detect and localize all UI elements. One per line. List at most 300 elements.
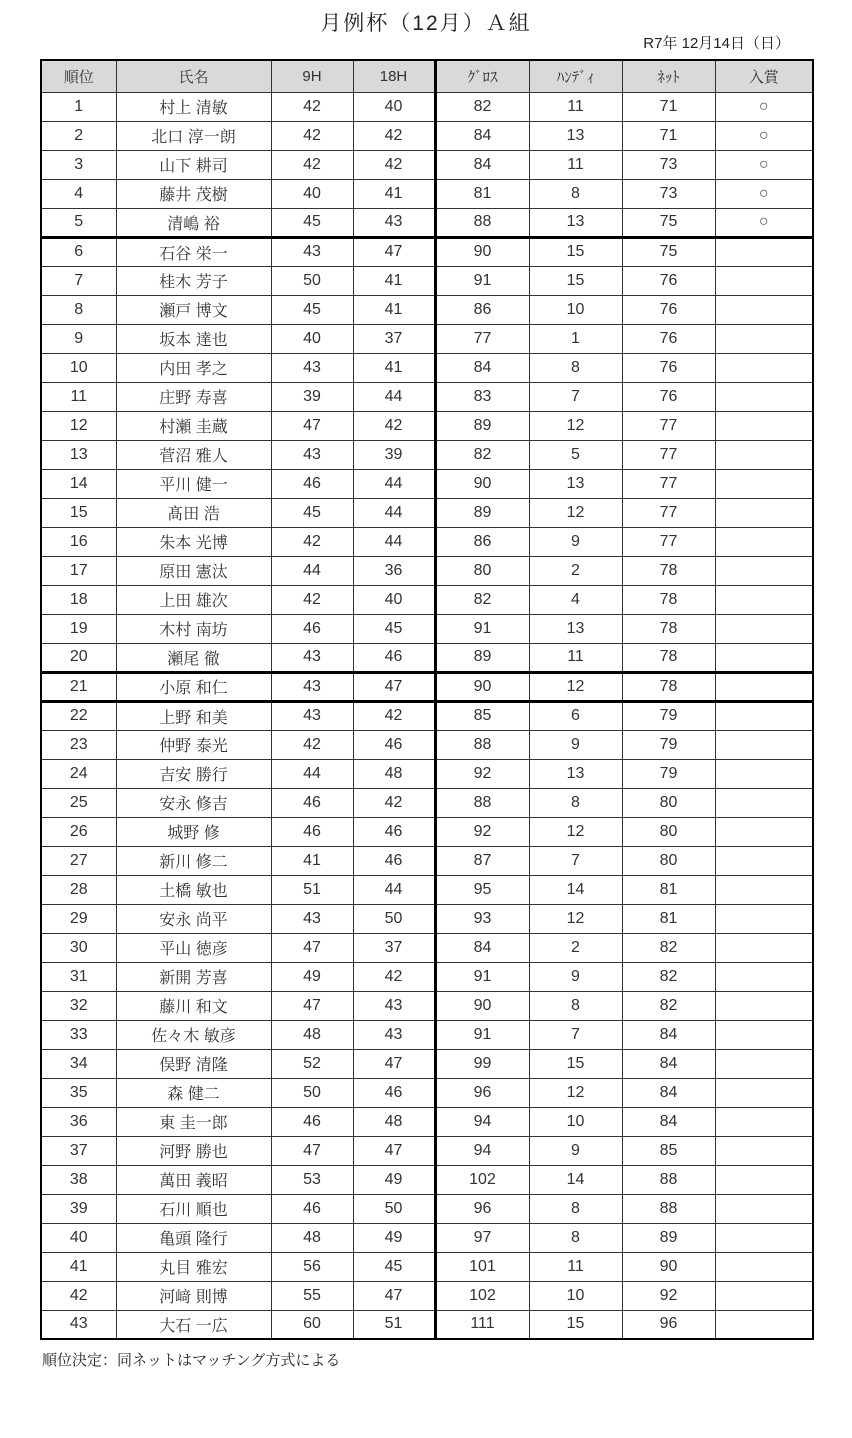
handicap-cell: 15 xyxy=(529,266,622,295)
gross-cell: 95 xyxy=(435,875,529,904)
rank-cell: 19 xyxy=(41,614,116,643)
handicap-cell: 9 xyxy=(529,730,622,759)
9h-cell: 60 xyxy=(271,1310,353,1339)
net-cell: 78 xyxy=(622,614,715,643)
name-cell: 石谷 栄一 xyxy=(116,237,271,266)
prize-cell xyxy=(715,440,813,469)
9h-cell: 42 xyxy=(271,730,353,759)
name-cell: 安永 尚平 xyxy=(116,904,271,933)
handicap-cell: 8 xyxy=(529,788,622,817)
gross-cell: 92 xyxy=(435,759,529,788)
gross-cell: 102 xyxy=(435,1165,529,1194)
rank-cell: 38 xyxy=(41,1165,116,1194)
handicap-cell: 15 xyxy=(529,1310,622,1339)
rank-cell: 33 xyxy=(41,1020,116,1049)
handicap-cell: 13 xyxy=(529,759,622,788)
gross-cell: 91 xyxy=(435,962,529,991)
prize-cell xyxy=(715,1310,813,1339)
rank-cell: 15 xyxy=(41,498,116,527)
9h-cell: 42 xyxy=(271,92,353,121)
9h-cell: 45 xyxy=(271,498,353,527)
18h-cell: 48 xyxy=(353,1107,435,1136)
net-cell: 88 xyxy=(622,1194,715,1223)
gross-cell: 90 xyxy=(435,672,529,701)
handicap-cell: 6 xyxy=(529,701,622,730)
net-cell: 82 xyxy=(622,991,715,1020)
name-cell: 萬田 義昭 xyxy=(116,1165,271,1194)
18h-cell: 49 xyxy=(353,1223,435,1252)
rank-cell: 35 xyxy=(41,1078,116,1107)
table-row xyxy=(41,1049,813,1078)
prize-cell xyxy=(715,846,813,875)
header-cell-9h: 9H xyxy=(271,60,353,92)
rank-cell: 10 xyxy=(41,353,116,382)
18h-cell: 41 xyxy=(353,266,435,295)
18h-cell: 44 xyxy=(353,382,435,411)
9h-cell: 46 xyxy=(271,469,353,498)
prize-cell xyxy=(715,904,813,933)
gross-cell: 89 xyxy=(435,411,529,440)
prize-cell xyxy=(715,295,813,324)
name-cell: 上田 雄次 xyxy=(116,585,271,614)
name-cell: 河﨑 則博 xyxy=(116,1281,271,1310)
18h-cell: 41 xyxy=(353,295,435,324)
rank-cell: 12 xyxy=(41,411,116,440)
handicap-cell: 13 xyxy=(529,469,622,498)
prize-cell xyxy=(715,991,813,1020)
table-row xyxy=(41,179,813,208)
rank-cell: 20 xyxy=(41,643,116,672)
rank-cell: 29 xyxy=(41,904,116,933)
handicap-cell: 10 xyxy=(529,295,622,324)
gross-cell: 84 xyxy=(435,933,529,962)
gross-cell: 84 xyxy=(435,150,529,179)
9h-cell: 51 xyxy=(271,875,353,904)
18h-cell: 43 xyxy=(353,1020,435,1049)
18h-cell: 37 xyxy=(353,324,435,353)
prize-cell xyxy=(715,266,813,295)
9h-cell: 45 xyxy=(271,295,353,324)
18h-cell: 46 xyxy=(353,846,435,875)
gross-cell: 86 xyxy=(435,295,529,324)
prize-cell xyxy=(715,1078,813,1107)
18h-cell: 41 xyxy=(353,353,435,382)
table-row xyxy=(41,701,813,730)
18h-cell: 39 xyxy=(353,440,435,469)
rank-cell: 6 xyxy=(41,237,116,266)
net-cell: 84 xyxy=(622,1107,715,1136)
table-header-row xyxy=(41,60,813,92)
gross-cell: 111 xyxy=(435,1310,529,1339)
9h-cell: 47 xyxy=(271,411,353,440)
net-cell: 77 xyxy=(622,498,715,527)
gross-cell: 91 xyxy=(435,1020,529,1049)
table-row xyxy=(41,846,813,875)
table-row xyxy=(41,1107,813,1136)
net-cell: 81 xyxy=(622,904,715,933)
9h-cell: 44 xyxy=(271,556,353,585)
9h-cell: 49 xyxy=(271,962,353,991)
rank-cell: 37 xyxy=(41,1136,116,1165)
gross-cell: 84 xyxy=(435,353,529,382)
18h-cell: 36 xyxy=(353,556,435,585)
18h-cell: 40 xyxy=(353,585,435,614)
rank-cell: 3 xyxy=(41,150,116,179)
net-cell: 84 xyxy=(622,1020,715,1049)
header-cell-name: 氏名 xyxy=(116,60,271,92)
handicap-cell: 11 xyxy=(529,1252,622,1281)
gross-cell: 90 xyxy=(435,237,529,266)
net-cell: 80 xyxy=(622,788,715,817)
gross-cell: 85 xyxy=(435,701,529,730)
prize-cell: ○ xyxy=(715,208,813,237)
prize-cell xyxy=(715,643,813,672)
rank-cell: 43 xyxy=(41,1310,116,1339)
18h-cell: 45 xyxy=(353,1252,435,1281)
prize-cell xyxy=(715,1194,813,1223)
9h-cell: 41 xyxy=(271,846,353,875)
prize-cell: ○ xyxy=(715,179,813,208)
9h-cell: 40 xyxy=(271,324,353,353)
handicap-cell: 10 xyxy=(529,1281,622,1310)
gross-cell: 89 xyxy=(435,643,529,672)
header-cell-gross: ｸﾞﾛｽ xyxy=(435,60,529,92)
net-cell: 78 xyxy=(622,585,715,614)
18h-cell: 47 xyxy=(353,237,435,266)
table-row xyxy=(41,527,813,556)
table-row xyxy=(41,1194,813,1223)
net-cell: 78 xyxy=(622,643,715,672)
header-cell-prize: 入賞 xyxy=(715,60,813,92)
net-cell: 90 xyxy=(622,1252,715,1281)
gross-cell: 80 xyxy=(435,556,529,585)
results-table xyxy=(40,59,814,1340)
prize-cell xyxy=(715,875,813,904)
table-row xyxy=(41,817,813,846)
18h-cell: 42 xyxy=(353,150,435,179)
9h-cell: 48 xyxy=(271,1223,353,1252)
prize-cell: ○ xyxy=(715,121,813,150)
prize-cell xyxy=(715,382,813,411)
rank-cell: 31 xyxy=(41,962,116,991)
net-cell: 73 xyxy=(622,179,715,208)
name-cell: 上野 和美 xyxy=(116,701,271,730)
net-cell: 76 xyxy=(622,324,715,353)
table-row xyxy=(41,411,813,440)
net-cell: 73 xyxy=(622,150,715,179)
net-cell: 81 xyxy=(622,875,715,904)
table-row xyxy=(41,1310,813,1339)
gross-cell: 88 xyxy=(435,208,529,237)
handicap-cell: 8 xyxy=(529,991,622,1020)
header-cell-18h: 18H xyxy=(353,60,435,92)
name-cell: 菅沼 雅人 xyxy=(116,440,271,469)
18h-cell: 42 xyxy=(353,788,435,817)
18h-cell: 42 xyxy=(353,962,435,991)
rank-cell: 13 xyxy=(41,440,116,469)
name-cell: 小原 和仁 xyxy=(116,672,271,701)
9h-cell: 43 xyxy=(271,904,353,933)
prize-cell xyxy=(715,237,813,266)
table-row xyxy=(41,933,813,962)
handicap-cell: 13 xyxy=(529,614,622,643)
prize-cell xyxy=(715,1223,813,1252)
net-cell: 78 xyxy=(622,672,715,701)
prize-cell xyxy=(715,614,813,643)
18h-cell: 46 xyxy=(353,1078,435,1107)
name-cell: 庄野 寿喜 xyxy=(116,382,271,411)
table-row xyxy=(41,469,813,498)
handicap-cell: 14 xyxy=(529,875,622,904)
handicap-cell: 11 xyxy=(529,150,622,179)
table-row xyxy=(41,962,813,991)
9h-cell: 43 xyxy=(271,237,353,266)
gross-cell: 94 xyxy=(435,1136,529,1165)
9h-cell: 42 xyxy=(271,121,353,150)
table-row xyxy=(41,1165,813,1194)
table-row xyxy=(41,440,813,469)
rank-cell: 42 xyxy=(41,1281,116,1310)
prize-cell xyxy=(715,1020,813,1049)
rank-cell: 9 xyxy=(41,324,116,353)
prize-cell xyxy=(715,701,813,730)
net-cell: 77 xyxy=(622,527,715,556)
18h-cell: 46 xyxy=(353,730,435,759)
9h-cell: 40 xyxy=(271,179,353,208)
name-cell: 桂木 芳子 xyxy=(116,266,271,295)
rank-cell: 11 xyxy=(41,382,116,411)
name-cell: 坂本 達也 xyxy=(116,324,271,353)
page-title: 月例杯（12月）Ａ組 xyxy=(320,12,532,35)
table-row xyxy=(41,1020,813,1049)
gross-cell: 88 xyxy=(435,788,529,817)
net-cell: 84 xyxy=(622,1049,715,1078)
net-cell: 82 xyxy=(622,933,715,962)
prize-cell xyxy=(715,1107,813,1136)
18h-cell: 47 xyxy=(353,1281,435,1310)
prize-cell: ○ xyxy=(715,92,813,121)
18h-cell: 43 xyxy=(353,991,435,1020)
gross-cell: 84 xyxy=(435,121,529,150)
table-row xyxy=(41,875,813,904)
9h-cell: 47 xyxy=(271,1136,353,1165)
gross-cell: 96 xyxy=(435,1078,529,1107)
handicap-cell: 12 xyxy=(529,1078,622,1107)
net-cell: 75 xyxy=(622,237,715,266)
rank-cell: 4 xyxy=(41,179,116,208)
table-row xyxy=(41,237,813,266)
name-cell: 髙田 浩 xyxy=(116,498,271,527)
rank-cell: 14 xyxy=(41,469,116,498)
gross-cell: 86 xyxy=(435,527,529,556)
header-cell-rank: 順位 xyxy=(41,60,116,92)
gross-cell: 101 xyxy=(435,1252,529,1281)
handicap-cell: 7 xyxy=(529,382,622,411)
18h-cell: 46 xyxy=(353,643,435,672)
prize-cell xyxy=(715,324,813,353)
gross-cell: 88 xyxy=(435,730,529,759)
table-row xyxy=(41,208,813,237)
handicap-cell: 4 xyxy=(529,585,622,614)
handicap-cell: 12 xyxy=(529,817,622,846)
name-cell: 北口 淳一朗 xyxy=(116,121,271,150)
name-cell: 朱本 光博 xyxy=(116,527,271,556)
18h-cell: 46 xyxy=(353,817,435,846)
name-cell: 平川 健一 xyxy=(116,469,271,498)
9h-cell: 46 xyxy=(271,817,353,846)
9h-cell: 46 xyxy=(271,1107,353,1136)
handicap-cell: 9 xyxy=(529,527,622,556)
net-cell: 85 xyxy=(622,1136,715,1165)
rank-cell: 22 xyxy=(41,701,116,730)
rank-cell: 39 xyxy=(41,1194,116,1223)
handicap-cell: 8 xyxy=(529,1223,622,1252)
handicap-cell: 1 xyxy=(529,324,622,353)
handicap-cell: 14 xyxy=(529,1165,622,1194)
gross-cell: 82 xyxy=(435,440,529,469)
gross-cell: 90 xyxy=(435,991,529,1020)
name-cell: 安永 修吉 xyxy=(116,788,271,817)
handicap-cell: 5 xyxy=(529,440,622,469)
name-cell: 佐々木 敏彦 xyxy=(116,1020,271,1049)
net-cell: 77 xyxy=(622,469,715,498)
name-cell: 木村 南坊 xyxy=(116,614,271,643)
handicap-cell: 15 xyxy=(529,237,622,266)
prize-cell xyxy=(715,585,813,614)
name-cell: 土橋 敏也 xyxy=(116,875,271,904)
name-cell: 新川 修二 xyxy=(116,846,271,875)
9h-cell: 42 xyxy=(271,527,353,556)
net-cell: 79 xyxy=(622,759,715,788)
rank-cell: 27 xyxy=(41,846,116,875)
net-cell: 71 xyxy=(622,92,715,121)
9h-cell: 45 xyxy=(271,208,353,237)
18h-cell: 47 xyxy=(353,672,435,701)
table-row xyxy=(41,556,813,585)
gross-cell: 90 xyxy=(435,469,529,498)
handicap-cell: 11 xyxy=(529,643,622,672)
9h-cell: 46 xyxy=(271,614,353,643)
9h-cell: 55 xyxy=(271,1281,353,1310)
rank-cell: 2 xyxy=(41,121,116,150)
name-cell: 清嶋 裕 xyxy=(116,208,271,237)
gross-cell: 97 xyxy=(435,1223,529,1252)
name-cell: 山下 耕司 xyxy=(116,150,271,179)
gross-cell: 91 xyxy=(435,614,529,643)
rank-cell: 26 xyxy=(41,817,116,846)
gross-cell: 87 xyxy=(435,846,529,875)
rank-cell: 40 xyxy=(41,1223,116,1252)
table-row xyxy=(41,643,813,672)
rank-cell: 5 xyxy=(41,208,116,237)
18h-cell: 50 xyxy=(353,1194,435,1223)
18h-cell: 41 xyxy=(353,179,435,208)
rank-cell: 18 xyxy=(41,585,116,614)
net-cell: 82 xyxy=(622,962,715,991)
name-cell: 大石 一広 xyxy=(116,1310,271,1339)
9h-cell: 43 xyxy=(271,672,353,701)
gross-cell: 93 xyxy=(435,904,529,933)
9h-cell: 43 xyxy=(271,643,353,672)
handicap-cell: 10 xyxy=(529,1107,622,1136)
net-cell: 79 xyxy=(622,701,715,730)
18h-cell: 42 xyxy=(353,411,435,440)
table-row xyxy=(41,1252,813,1281)
event-date: R7年 12月14日（日） xyxy=(643,35,790,52)
prize-cell xyxy=(715,556,813,585)
handicap-cell: 13 xyxy=(529,208,622,237)
prize-cell xyxy=(715,1281,813,1310)
18h-cell: 47 xyxy=(353,1049,435,1078)
gross-cell: 89 xyxy=(435,498,529,527)
rank-cell: 32 xyxy=(41,991,116,1020)
rank-cell: 24 xyxy=(41,759,116,788)
net-cell: 78 xyxy=(622,556,715,585)
name-cell: 平山 徳彦 xyxy=(116,933,271,962)
prize-cell xyxy=(715,353,813,382)
table-row xyxy=(41,353,813,382)
name-cell: 藤井 茂樹 xyxy=(116,179,271,208)
handicap-cell: 13 xyxy=(529,121,622,150)
18h-cell: 44 xyxy=(353,875,435,904)
table-row xyxy=(41,121,813,150)
net-cell: 76 xyxy=(622,353,715,382)
header-cell-handicap: ﾊﾝﾃﾞｨ xyxy=(529,60,622,92)
prize-cell xyxy=(715,469,813,498)
table-row xyxy=(41,150,813,179)
handicap-cell: 2 xyxy=(529,933,622,962)
18h-cell: 51 xyxy=(353,1310,435,1339)
net-cell: 92 xyxy=(622,1281,715,1310)
rank-cell: 30 xyxy=(41,933,116,962)
name-cell: 原田 憲汰 xyxy=(116,556,271,585)
handicap-cell: 12 xyxy=(529,498,622,527)
18h-cell: 45 xyxy=(353,614,435,643)
9h-cell: 46 xyxy=(271,1194,353,1223)
gross-cell: 91 xyxy=(435,266,529,295)
name-cell: 仲野 泰光 xyxy=(116,730,271,759)
table-row xyxy=(41,1281,813,1310)
18h-cell: 50 xyxy=(353,904,435,933)
name-cell: 村瀬 圭蔵 xyxy=(116,411,271,440)
rank-cell: 7 xyxy=(41,266,116,295)
name-cell: 新開 芳喜 xyxy=(116,962,271,991)
table-row xyxy=(41,324,813,353)
gross-cell: 92 xyxy=(435,817,529,846)
name-cell: 亀頭 隆行 xyxy=(116,1223,271,1252)
handicap-cell: 2 xyxy=(529,556,622,585)
ranking-rule-footnote: 順位決定：同ネットはマッチング方式による xyxy=(42,1352,341,1369)
handicap-cell: 9 xyxy=(529,962,622,991)
prize-cell xyxy=(715,527,813,556)
9h-cell: 50 xyxy=(271,1078,353,1107)
name-cell: 瀬戸 博文 xyxy=(116,295,271,324)
table-row xyxy=(41,266,813,295)
handicap-cell: 12 xyxy=(529,672,622,701)
header-cell-net: ﾈｯﾄ xyxy=(622,60,715,92)
9h-cell: 47 xyxy=(271,933,353,962)
rank-cell: 36 xyxy=(41,1107,116,1136)
prize-cell xyxy=(715,817,813,846)
net-cell: 71 xyxy=(622,121,715,150)
name-cell: 内田 孝之 xyxy=(116,353,271,382)
18h-cell: 43 xyxy=(353,208,435,237)
handicap-cell: 11 xyxy=(529,92,622,121)
gross-cell: 99 xyxy=(435,1049,529,1078)
9h-cell: 44 xyxy=(271,759,353,788)
table-row xyxy=(41,498,813,527)
name-cell: 丸目 雅宏 xyxy=(116,1252,271,1281)
